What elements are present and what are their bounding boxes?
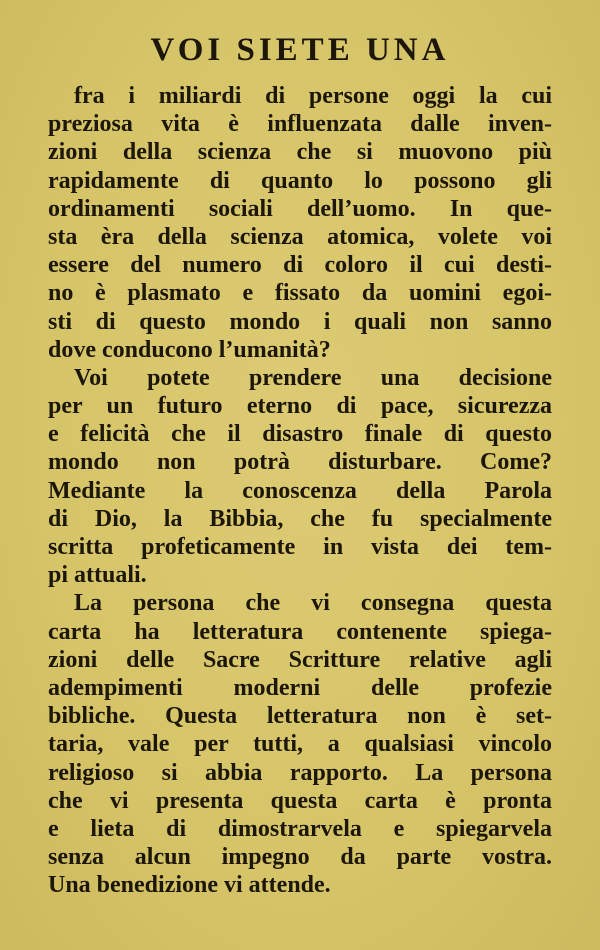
text-line: adempimenti moderni delle profezie: [48, 674, 552, 701]
text-line: mondo non potrà disturbare. Come?: [48, 449, 552, 476]
card-body: [48, 82, 552, 899]
text-line: taria, vale per tutti, a qualsiasi vincolo: [48, 731, 552, 758]
text-line: Voi potete prendere una decisione: [74, 364, 552, 391]
text-line: scritta profeticamente in vista dei tem-: [48, 534, 552, 560]
text-line: La persona che vi consegna questa: [74, 590, 552, 617]
text-line: bibliche. Questa letteratura non è set-: [48, 703, 552, 730]
card-title: VOI SIETE UNA: [150, 32, 450, 68]
text-line: pi attuali.: [48, 562, 147, 589]
text-line: carta ha letteratura contenente spiega-: [48, 618, 552, 645]
text-line: senza alcun impegno da parte vostra.: [48, 844, 552, 871]
text-line: preziosa vita è influenzata dalle inven-: [48, 111, 552, 138]
text-line: e lieta di dimostrarvela e spiegarvela: [48, 815, 552, 842]
text-line: ordinamenti sociali dell’uomo. In que-: [48, 195, 552, 222]
text-line: sta èra della scienza atomica, volete voi: [48, 223, 552, 250]
text-line: che vi presenta questa carta è pronta: [48, 787, 552, 814]
text-line: per un futuro eterno di pace, sicurezza: [48, 393, 552, 420]
text-line: Mediante la conoscenza della Parola: [48, 477, 552, 504]
text-line: fra i miliardi di persone oggi la cui: [74, 83, 552, 109]
text-line: Una benedizione vi attende.: [48, 872, 331, 899]
text-line: zioni della scienza che si muovono più: [48, 139, 552, 166]
text-line: sti di questo mondo i quali non sanno: [48, 308, 552, 335]
text-line: e felicità che il disastro finale di questo: [48, 421, 552, 448]
text-line: rapidamente di quanto lo possono gli: [48, 167, 552, 194]
text-line: dove conducono l’umanità?: [48, 336, 331, 363]
text-line: zioni delle Sacre Scritture relative agli: [48, 646, 552, 673]
text-line: essere del numero di coloro il cui desti-: [48, 252, 552, 279]
text-line: religioso si abbia rapporto. La persona: [48, 759, 552, 786]
text-line: di Dio, la Bibbia, che fu specialmente: [48, 505, 552, 532]
text-line: no è plasmato e fissato da uomini egoi-: [48, 280, 552, 307]
